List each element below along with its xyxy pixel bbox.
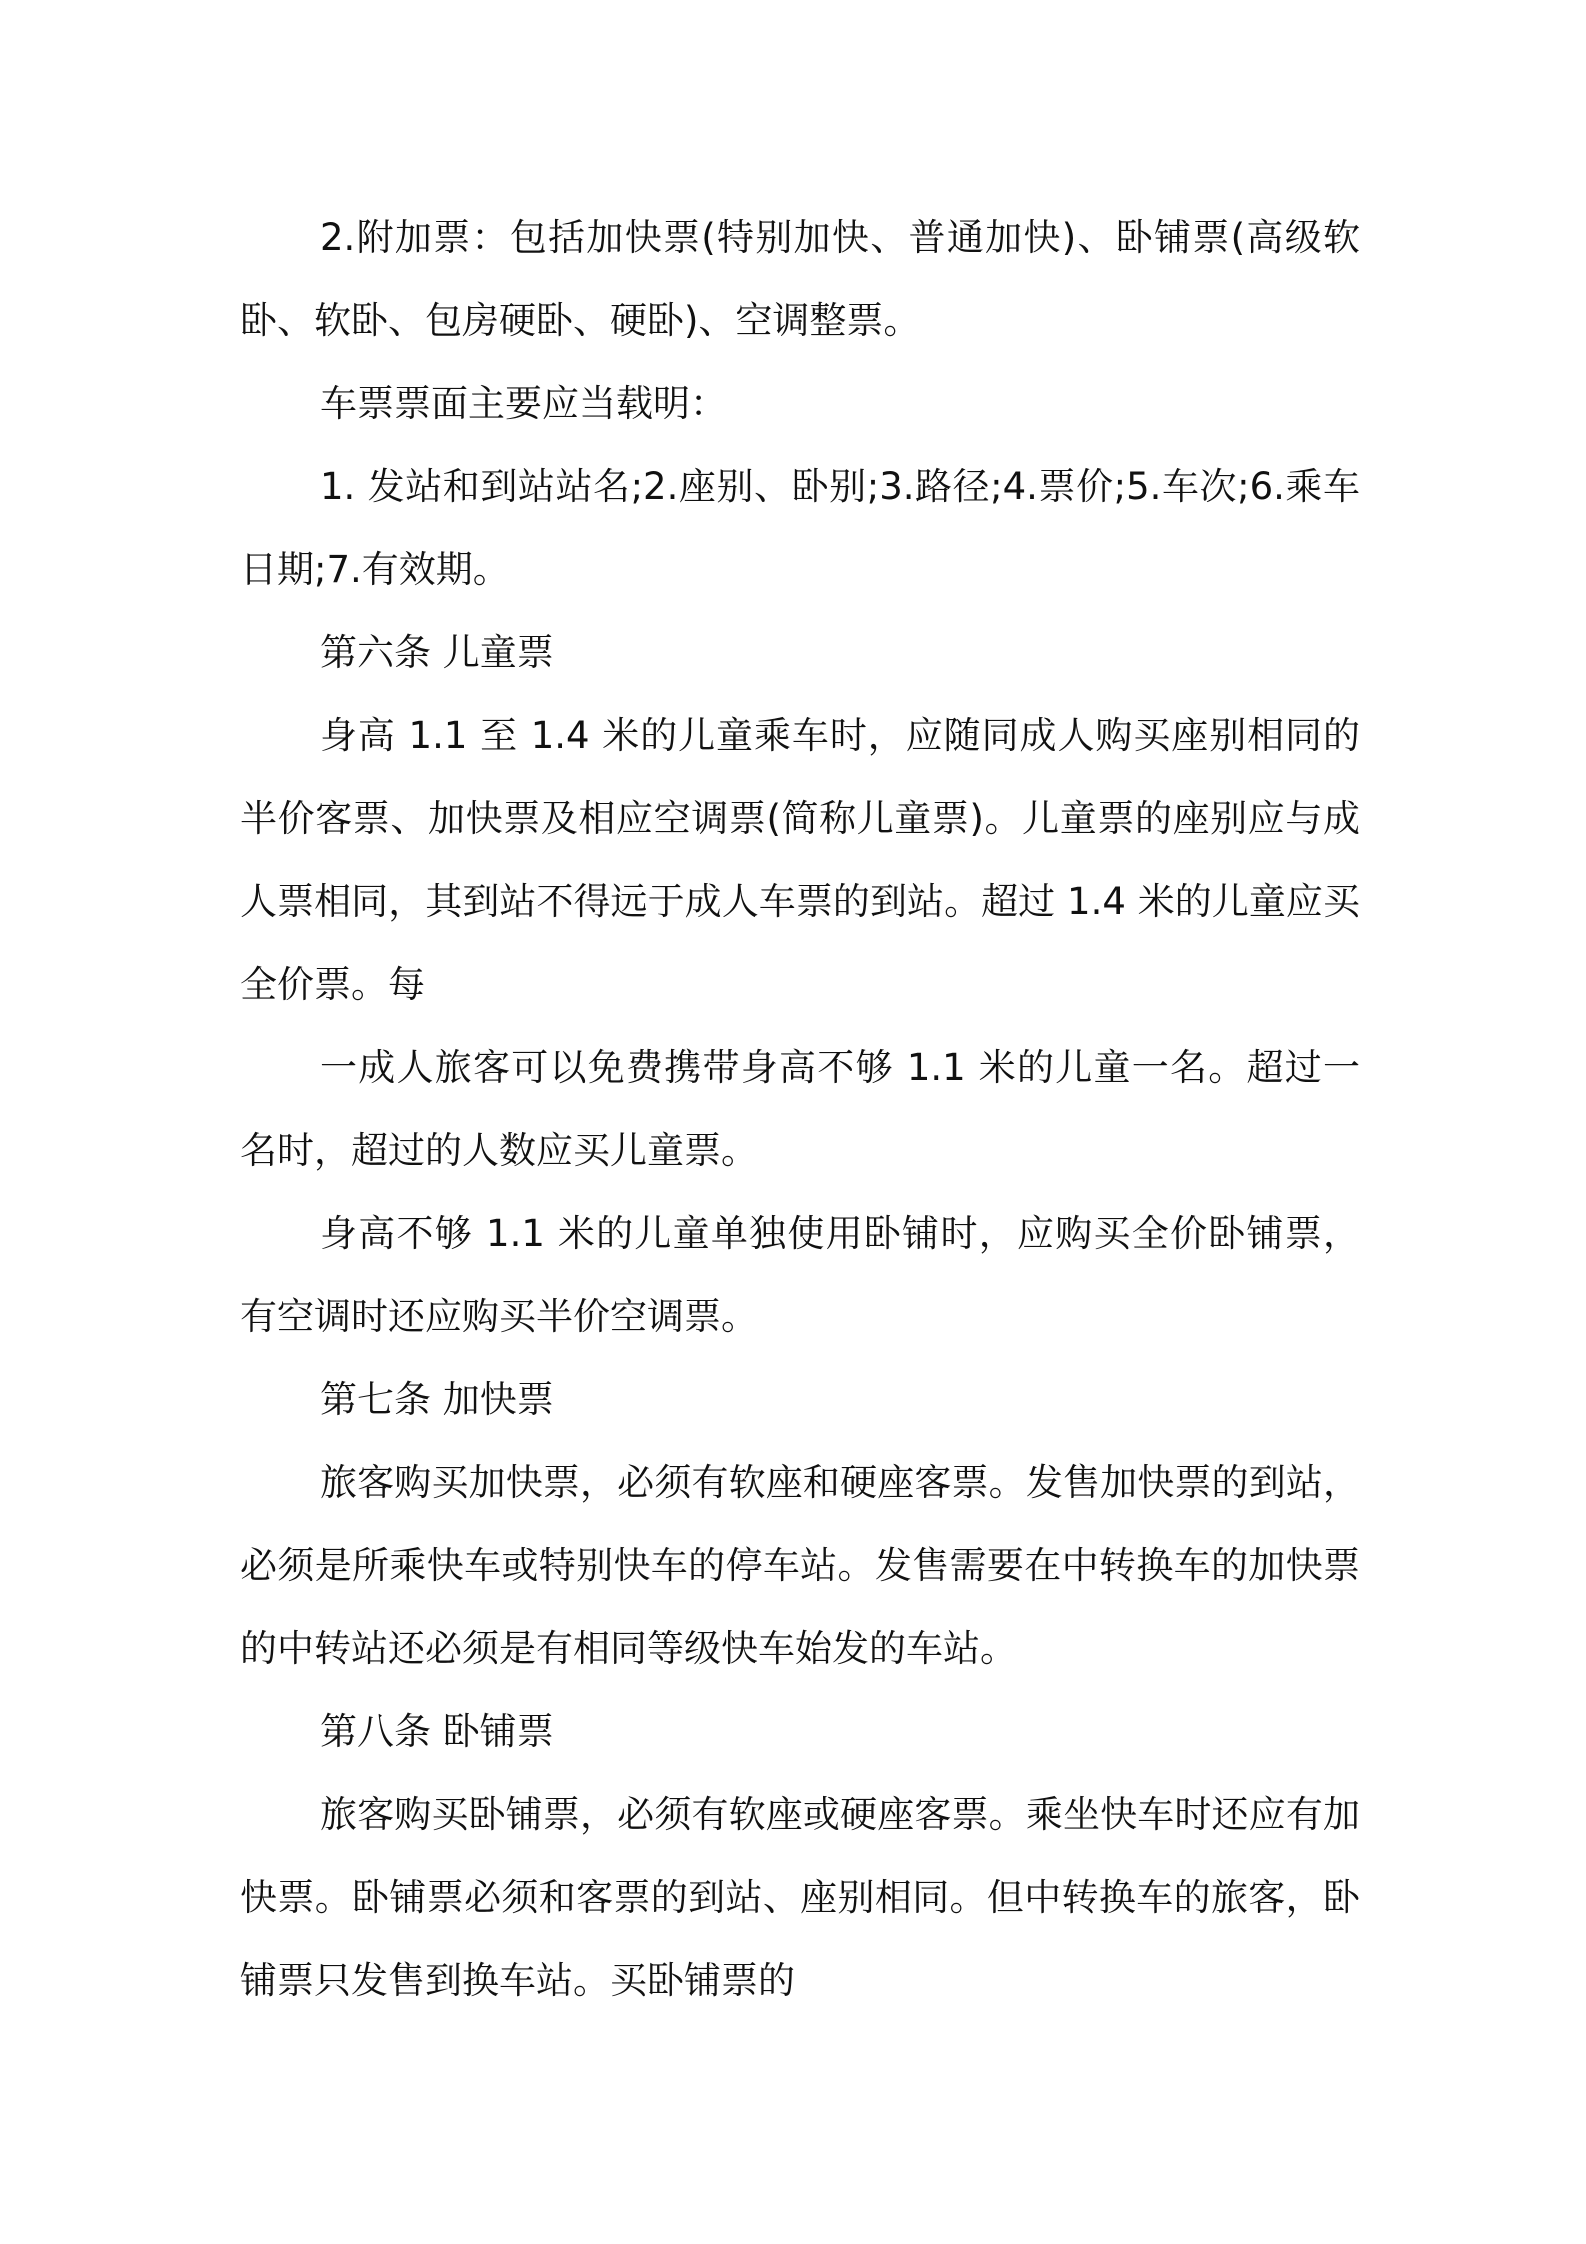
document-body	[240, 196, 1360, 2022]
paragraph-child-free-carry: 一成人旅客可以免费携带身高不够 1.1 米的儿童一名。超过一名时，超过的人数应买儿童票。	[240, 1046, 1360, 1172]
paragraph-sleeper-ticket: 旅客购买卧铺票，必须有软座或硬座客票。乘坐快车时还应有加快票。卧铺票必须和客票的到站、座别相同。但中转换车的旅客，卧铺票只发售到换车站。买卧铺票的	[240, 1793, 1360, 2002]
paragraph-express-ticket: 旅客购买加快票，必须有软座和硬座客票。发售加快票的到站，必须是所乘快车或特别快车的停车站。发售需要在中转换车的加快票的中转站还必须是有相同等级快车始发的车站。	[240, 1461, 1360, 1670]
heading-article-7: 第七条 加快票	[320, 1378, 554, 1421]
heading-article-6: 第六条 儿童票	[320, 631, 554, 674]
paragraph-child-sleeper: 身高不够 1.1 米的儿童单独使用卧铺时，应购买全价卧铺票，有空调时还应购买半价空调票。	[240, 1212, 1360, 1338]
paragraph-ticket-face-intro: 车票票面主要应当载明：	[320, 382, 727, 425]
paragraph-ticket-face-items: 1. 发站和到站站名;2.座别、卧别;3.路径;4.票价;5.车次;6.乘车日期;7.有效期。	[240, 465, 1360, 591]
paragraph-child-ticket-height: 身高 1.1 至 1.4 米的儿童乘车时，应随同成人购买座别相同的半价客票、加快票及相应空调票(简称儿童票)。儿童票的座别应与成人票相同，其到站不得远于成人车票的到站。超过 1.4 米的儿童应买全价票。每	[240, 714, 1360, 1006]
paragraph-additional-tickets: 2.附加票：包括加快票(特别加快、普通加快)、卧铺票(高级软卧、软卧、包房硬卧、硬卧)、空调整票。	[240, 216, 1360, 342]
heading-article-8: 第八条 卧铺票	[320, 1710, 554, 1753]
